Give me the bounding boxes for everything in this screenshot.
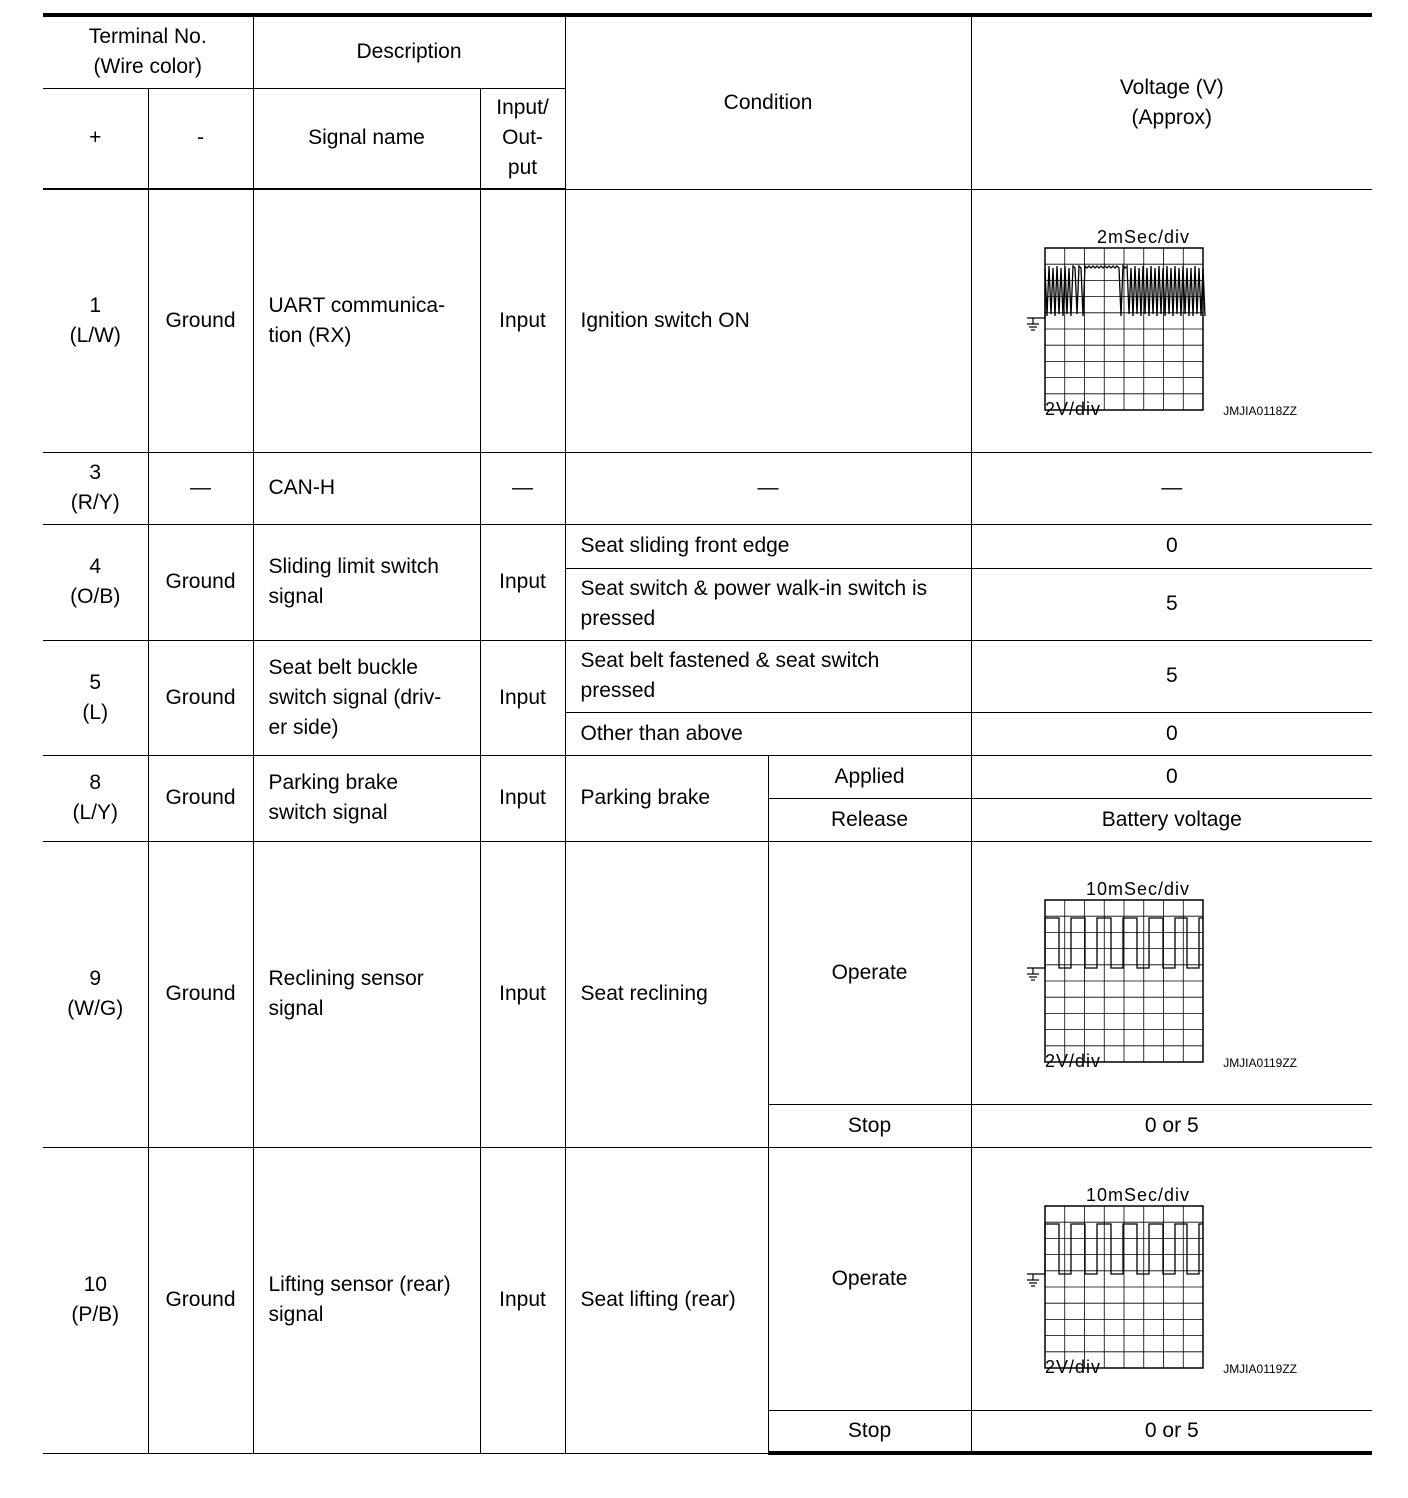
waveform-lifting (1027, 1224, 1203, 1274)
condition-text: Other than above (565, 712, 971, 755)
io-type: Input (480, 841, 565, 1147)
figure-id: JMJIA0119ZZ (1222, 1055, 1297, 1070)
figure-id: JMJIA0119ZZ (1222, 1361, 1297, 1376)
io-type: — (480, 452, 565, 524)
signal-name: Lifting sensor (rear) signal (253, 1147, 480, 1453)
scope-time-div: 10mSec/div (1085, 1184, 1190, 1205)
ground-terminal: Ground (148, 640, 253, 755)
voltage-waveform (971, 841, 1372, 1104)
waveform-reclining (1027, 918, 1203, 968)
waveform-uart (1027, 266, 1205, 318)
terminal-number: 4 (O/B) (43, 524, 148, 640)
voltage-value: Battery voltage (971, 798, 1372, 841)
scope-time-div: 2mSec/div (1096, 226, 1190, 247)
header-minus: - (148, 88, 253, 189)
io-type: Input (480, 1147, 565, 1453)
header-description: Description (253, 15, 565, 88)
voltage-value: 0 or 5 (971, 1104, 1372, 1147)
scope-volt-div: 2V/div (1044, 1356, 1101, 1377)
signal-name: Sliding limit switch signal (253, 524, 480, 640)
header-plus: + (43, 88, 148, 189)
terminal-number: 1 (L/W) (43, 189, 148, 452)
scope-time-div: 10mSec/div (1085, 878, 1190, 899)
ground-symbol-icon (1027, 318, 1039, 330)
figure-id: JMJIA0118ZZ (1222, 403, 1297, 418)
condition-text: Ignition switch ON (565, 189, 971, 452)
header-voltage: Voltage (V) (Approx) (971, 15, 1372, 189)
oscilloscope-uart (1027, 216, 1317, 426)
scope-volt-div: 2V/div (1044, 398, 1101, 419)
voltage-waveform (971, 189, 1372, 452)
scope-grid (1045, 900, 1203, 1062)
ground-symbol-icon (1027, 968, 1039, 980)
condition-state: Operate (768, 1147, 971, 1410)
voltage-waveform (971, 1147, 1372, 1410)
voltage-value: 0 (971, 755, 1372, 798)
io-type: Input (480, 189, 565, 452)
ground-terminal: Ground (148, 1147, 253, 1453)
condition-state: Applied (768, 755, 971, 798)
ground-symbol-icon (1027, 1274, 1039, 1286)
ground-terminal: Ground (148, 841, 253, 1147)
header-io: Input/ Out- put (480, 88, 565, 189)
voltage-value: 5 (971, 568, 1372, 640)
terminal-number: 10 (P/B) (43, 1147, 148, 1453)
scope-grid (1045, 1206, 1203, 1368)
condition-text: Parking brake (565, 755, 768, 841)
condition-state: Operate (768, 841, 971, 1104)
condition-text: — (565, 452, 971, 524)
header-condition: Condition (565, 15, 971, 189)
condition-text: Seat switch & power walk-in switch is pressed (565, 568, 971, 640)
condition-state: Stop (768, 1410, 971, 1453)
header-signal-name: Signal name (253, 88, 480, 189)
io-type: Input (480, 524, 565, 640)
scope-volt-div: 2V/div (1044, 1050, 1101, 1071)
voltage-value: 0 or 5 (971, 1410, 1372, 1453)
signal-name: Reclining sensor signal (253, 841, 480, 1147)
condition-text: Seat belt fastened & seat switch pressed (565, 640, 971, 712)
terminal-number: 3 (R/Y) (43, 452, 148, 524)
oscilloscope-reclining (1027, 868, 1317, 1078)
signal-name: CAN-H (253, 452, 480, 524)
ground-terminal: Ground (148, 524, 253, 640)
condition-text: Seat sliding front edge (565, 524, 971, 568)
voltage-value: 0 (971, 712, 1372, 755)
signal-name: Seat belt buckle switch signal (driv- er side) (253, 640, 480, 755)
condition-text: Seat lifting (rear) (565, 1147, 768, 1453)
io-type: Input (480, 755, 565, 841)
condition-text: Seat reclining (565, 841, 768, 1147)
terminal-number: 8 (L/Y) (43, 755, 148, 841)
terminal-number: 5 (L) (43, 640, 148, 755)
voltage-value: — (971, 452, 1372, 524)
io-type: Input (480, 640, 565, 755)
oscilloscope-lifting (1027, 1174, 1317, 1384)
condition-state: Release (768, 798, 971, 841)
ground-terminal: Ground (148, 189, 253, 452)
voltage-value: 0 (971, 524, 1372, 568)
signal-name: Parking brake switch signal (253, 755, 480, 841)
condition-state: Stop (768, 1104, 971, 1147)
terminal-table (43, 13, 1372, 1455)
ground-terminal: — (148, 452, 253, 524)
ground-terminal: Ground (148, 755, 253, 841)
signal-name: UART communica- tion (RX) (253, 189, 480, 452)
header-terminal: Terminal No. (Wire color) (43, 15, 253, 88)
terminal-number: 9 (W/G) (43, 841, 148, 1147)
voltage-value: 5 (971, 640, 1372, 712)
